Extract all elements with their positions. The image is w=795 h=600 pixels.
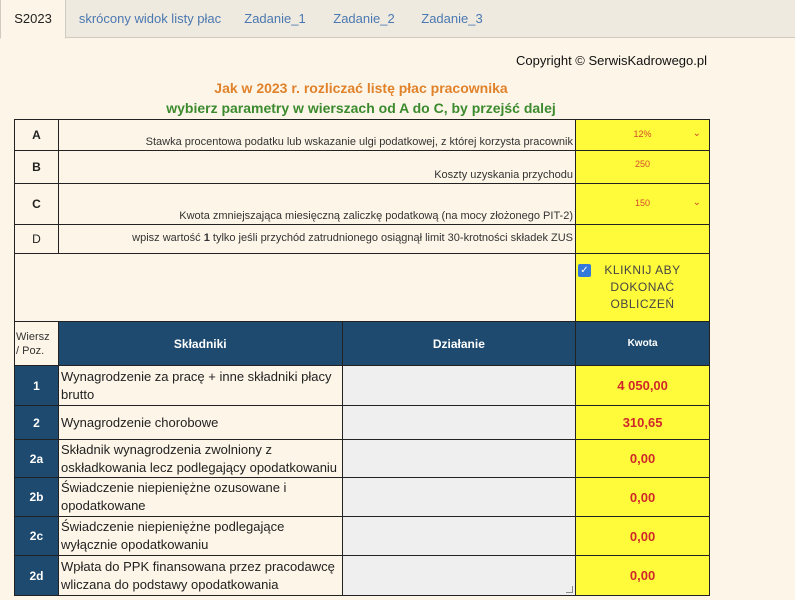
param-select-cell <box>576 120 710 151</box>
table-row <box>15 440 710 478</box>
header-wiersz: Wiersz / Poz. <box>15 322 59 366</box>
param-letter: D <box>15 225 59 254</box>
header-dzialanie: Działanie <box>342 322 576 366</box>
param-select-cell <box>576 151 710 184</box>
row-action-cell <box>342 406 576 440</box>
calculate-button[interactable] <box>576 254 710 322</box>
copyright-text: Copyright © SerwisKadrowego.pl <box>516 53 707 68</box>
param-letter: A <box>15 120 59 151</box>
row-number: 2 <box>15 406 59 440</box>
tab-zadanie-2[interactable]: Zadanie_2 <box>333 11 395 26</box>
calc-row <box>15 254 710 322</box>
chevron-down-icon: ⌄ <box>692 128 701 139</box>
page-subtitle: wybierz parametry w wierszach od A do C, by przejść dalej <box>166 100 556 116</box>
param-c-selected-value: 150 <box>634 198 651 208</box>
table-row <box>15 478 710 517</box>
tab-bar <box>0 0 795 38</box>
row-action-cell <box>342 440 576 478</box>
param-row-a <box>15 120 710 151</box>
table-row <box>15 406 710 440</box>
row-name: Wpłata do PPK finansowana przez pracodawcę wliczana do podstawy opodatkowania <box>58 556 342 596</box>
param-d-input[interactable] <box>576 225 710 254</box>
param-row-d <box>15 225 710 254</box>
row-value: 0,00 <box>576 478 710 517</box>
header-kwota: Kwota <box>576 322 710 366</box>
param-description: Koszty uzyskania przychodu <box>59 151 576 184</box>
page-title: Jak w 2023 r. rozliczać listę płac pracownika <box>214 80 508 96</box>
row-name: Świadczenie niepieniężne ozusowane i opodatkowane <box>58 478 342 517</box>
table-row <box>15 366 710 406</box>
payroll-table <box>14 321 710 596</box>
calculate-label: KLIKNIJ ABY DOKONAĆ OBLICZEŃ <box>604 263 681 311</box>
tab-s2023[interactable]: S2023 <box>0 0 66 39</box>
header-skladniki: Składniki <box>58 322 342 366</box>
row-value: 4 050,00 <box>576 366 710 406</box>
tab-zadanie-1[interactable]: Zadanie_1 <box>244 11 306 26</box>
row-name: Wynagrodzenie za pracę + inne składniki płacy brutto <box>58 366 342 406</box>
param-description: Kwota zmniejszająca miesięczną zaliczkę podatkową (na mocy złożonego PIT-2) <box>59 184 576 225</box>
row-action-textarea[interactable] <box>342 556 576 596</box>
param-select-cell <box>576 184 710 225</box>
row-number: 2c <box>15 517 59 556</box>
param-a-selected-value: 12% <box>633 129 652 139</box>
param-letter: C <box>15 184 59 225</box>
row-action-cell <box>342 517 576 556</box>
row-value: 0,00 <box>576 440 710 478</box>
param-a-select[interactable] <box>582 125 703 143</box>
row-name: Świadczenie niepieniężne podlegające wyłącznie opodatkowaniu <box>58 517 342 556</box>
chevron-down-icon: ⌄ <box>692 197 701 208</box>
resize-handle-icon[interactable] <box>566 586 573 593</box>
row-number: 2b <box>15 478 59 517</box>
param-row-b <box>15 151 710 184</box>
param-b-select[interactable] <box>582 155 703 173</box>
row-value: 0,00 <box>576 556 710 596</box>
payroll-header-row <box>15 322 710 366</box>
parameters-table <box>14 119 710 322</box>
tab-skrocony-widok[interactable]: skrócony widok listy płac <box>78 11 222 26</box>
param-b-selected-value: 250 <box>634 159 651 169</box>
table-row <box>15 517 710 556</box>
param-row-c <box>15 184 710 225</box>
param-letter: B <box>15 151 59 184</box>
row-name: Wynagrodzenie chorobowe <box>58 406 342 440</box>
row-name: Składnik wynagrodzenia zwolniony z oskładkowania lecz podlegający opodatkowaniu <box>58 440 342 478</box>
param-description: wpisz wartość 1 tylko jeśli przychód zatrudnionego osiągnął limit 30-krotności składek ZUS <box>59 225 576 254</box>
spacer-cell <box>15 254 576 322</box>
row-value: 0,00 <box>576 517 710 556</box>
row-number: 2d <box>15 556 59 596</box>
param-description: Stawka procentowa podatku lub wskazanie ulgi podatkowej, z której korzysta pracownik <box>59 120 576 151</box>
tab-zadanie-3[interactable]: Zadanie_3 <box>421 11 483 26</box>
checkbox-checked-icon[interactable]: ✓ <box>578 264 591 277</box>
row-value: 310,65 <box>576 406 710 440</box>
row-action-cell <box>342 478 576 517</box>
row-number: 2a <box>15 440 59 478</box>
param-c-select[interactable] <box>582 194 703 212</box>
row-number: 1 <box>15 366 59 406</box>
row-action-cell <box>342 366 576 406</box>
table-row <box>15 556 710 596</box>
